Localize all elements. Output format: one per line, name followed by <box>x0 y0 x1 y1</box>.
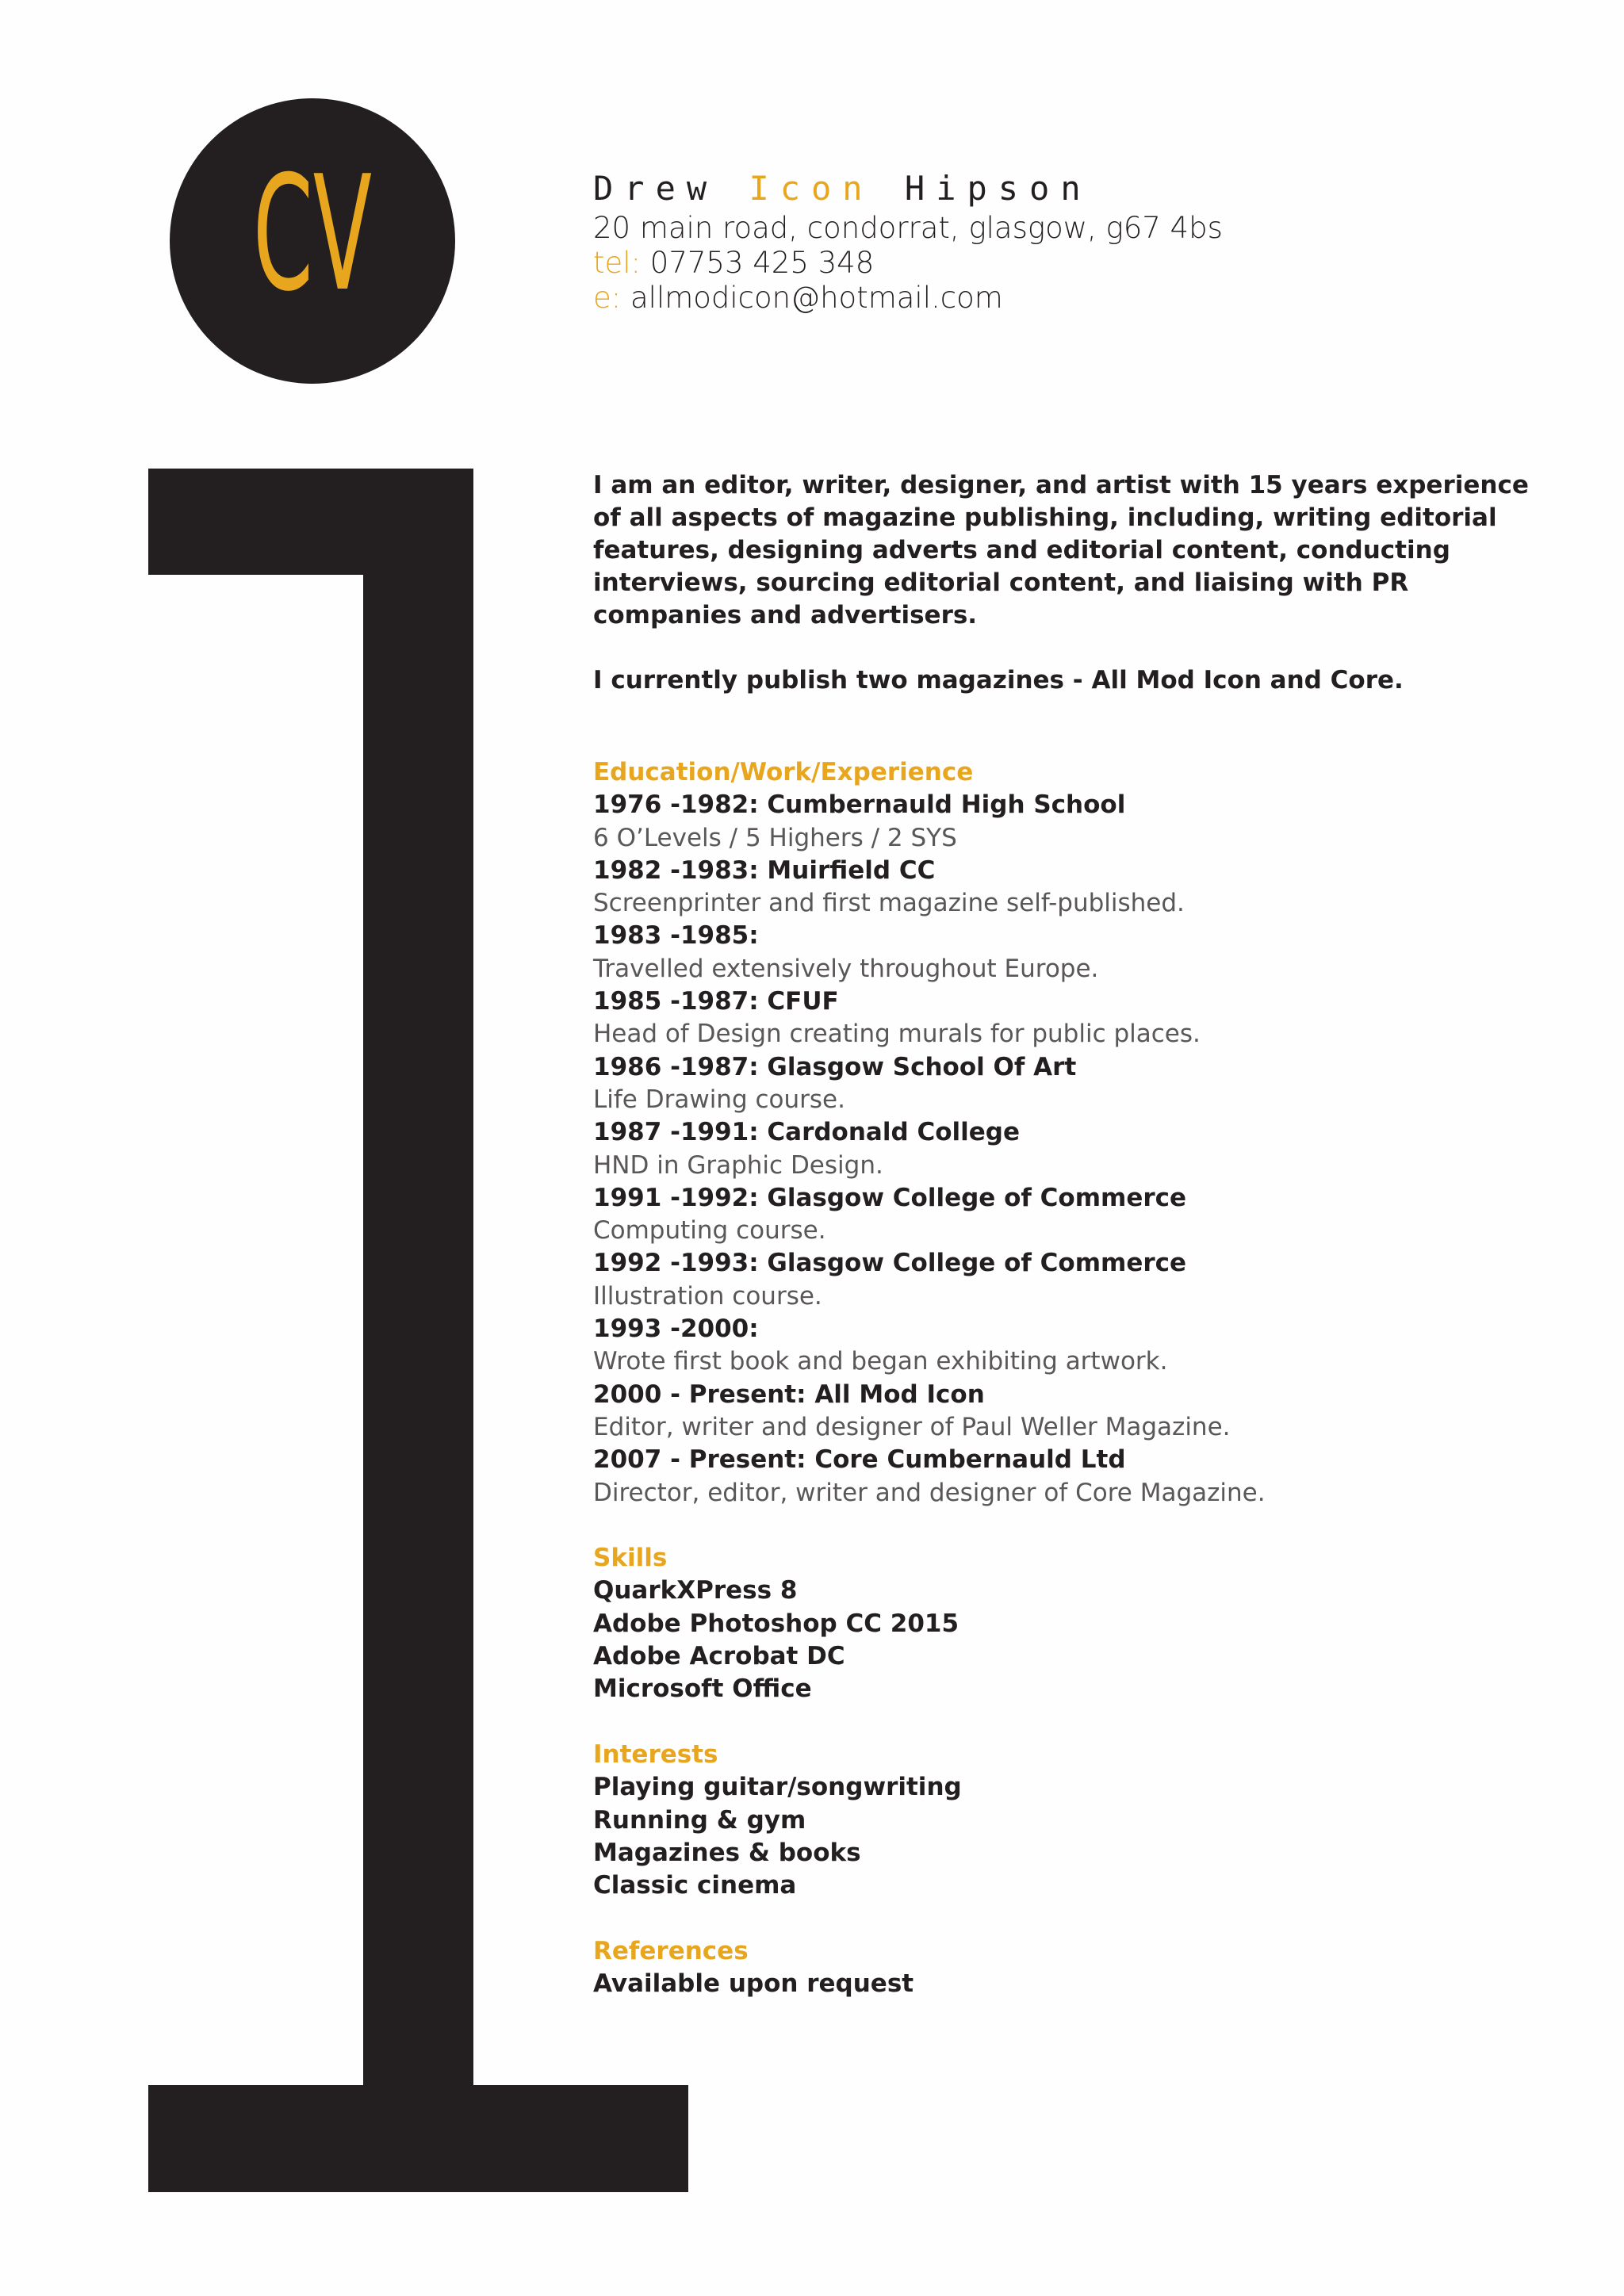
intro-paragraph-1: I am an editor, writer, designer, and artist with 15 years experience of all aspects of magazine publishing, including, writing editorial features, designing adverts and editorial content, conducting interviews, sourcing editorial content, and liaising with PR companies and advertisers. <box>593 471 1529 629</box>
decorative-i-base <box>148 2085 688 2192</box>
experience-entry-detail: Screenprinter and first magazine self-published. <box>593 889 1185 918</box>
email <box>593 281 1003 316</box>
interests-list <box>593 1771 1545 1902</box>
experience-entry-detail: Life Drawing course. <box>593 1085 845 1114</box>
decorative-i-stem <box>363 469 473 2086</box>
experience-entry-detail: Computing course. <box>593 1216 826 1246</box>
interest-item: Running & gym <box>593 1805 806 1835</box>
experience-entry-detail: 6 O’Levels / 5 Highers / 2 SYS <box>593 823 957 852</box>
skills-list <box>593 1575 1545 1705</box>
experience-entry-heading: 1991 -1992: Glasgow College of Commerce <box>593 1183 1187 1212</box>
cv-logo-mark <box>170 98 455 384</box>
experience-entry-detail: Director, editor, writer and designer of Core Magazine. <box>593 1478 1266 1507</box>
experience-list <box>593 789 1545 1510</box>
interest-item: Classic cinema <box>593 1871 797 1900</box>
experience-entry-detail: Head of Design creating murals for public places. <box>593 1020 1201 1049</box>
experience-entry-heading: 2000 - Present: All Mod Icon <box>593 1380 985 1409</box>
tel-value: 07753 425 348 <box>649 246 875 280</box>
address <box>593 211 1223 246</box>
experience-entry-detail: Illustration course. <box>593 1281 822 1311</box>
address-text: 20 main road, condorrat, glasgow, g67 4bs <box>593 211 1223 245</box>
tel-label: tel: <box>593 246 642 280</box>
name-middle: Icon <box>749 169 874 208</box>
telephone <box>593 246 874 281</box>
experience-entry-detail: Editor, writer and designer of Paul Weller Magazine. <box>593 1412 1231 1441</box>
skill-item: QuarkXPress 8 <box>593 1576 798 1605</box>
experience-entry-heading: 1986 -1987: Glasgow School Of Art <box>593 1052 1077 1081</box>
cv-logo <box>170 98 455 384</box>
experience-entry-heading: 1992 -1993: Glasgow College of Commerce <box>593 1249 1187 1278</box>
references-text: Available upon request <box>593 1969 914 1998</box>
experience-entry-detail: HND in Graphic Design. <box>593 1150 883 1180</box>
skill-item: Adobe Photoshop CC 2015 <box>593 1609 959 1638</box>
skill-item: Microsoft Office <box>593 1674 812 1704</box>
cv-sections <box>593 756 1545 2000</box>
experience-entry-heading: 1985 -1987: CFUF <box>593 987 839 1016</box>
email-value[interactable]: allmodicon@hotmail.com <box>630 281 1003 315</box>
experience-entry-heading: 1993 -2000: <box>593 1314 759 1344</box>
full-name <box>593 165 1092 212</box>
email-label: e: <box>593 281 622 315</box>
interest-item: Magazines & books <box>593 1838 861 1867</box>
skill-item: Adobe Acrobat DC <box>593 1642 845 1671</box>
experience-entry-heading: 1987 -1991: Cardonald College <box>593 1118 1020 1147</box>
experience-entry-heading: 1976 -1982: Cumbernauld High School <box>593 790 1126 820</box>
intro-paragraph-2: I currently publish two magazines - All Mod Icon and Core. <box>593 666 1404 695</box>
skills-title: Skills <box>593 1544 668 1573</box>
interest-item: Playing guitar/songwriting <box>593 1773 962 1802</box>
references-title: References <box>593 1936 749 1965</box>
experience-entry-detail: Wrote first book and began exhibiting artwork. <box>593 1347 1168 1376</box>
cv-logo-text: CV <box>253 142 372 327</box>
name-last: Hipson <box>904 169 1092 208</box>
experience-entry-heading: 2007 - Present: Core Cumbernauld Ltd <box>593 1445 1126 1475</box>
experience-entry-detail: Travelled extensively throughout Europe. <box>593 954 1099 983</box>
intro <box>593 469 1545 697</box>
interests-title: Interests <box>593 1739 718 1769</box>
experience-entry-heading: 1982 -1983: Muirfield CC <box>593 855 936 885</box>
name-first: Drew <box>593 169 718 208</box>
experience-title: Education/Work/Experience <box>593 758 974 786</box>
experience-entry-heading: 1983 -1985: <box>593 921 759 951</box>
